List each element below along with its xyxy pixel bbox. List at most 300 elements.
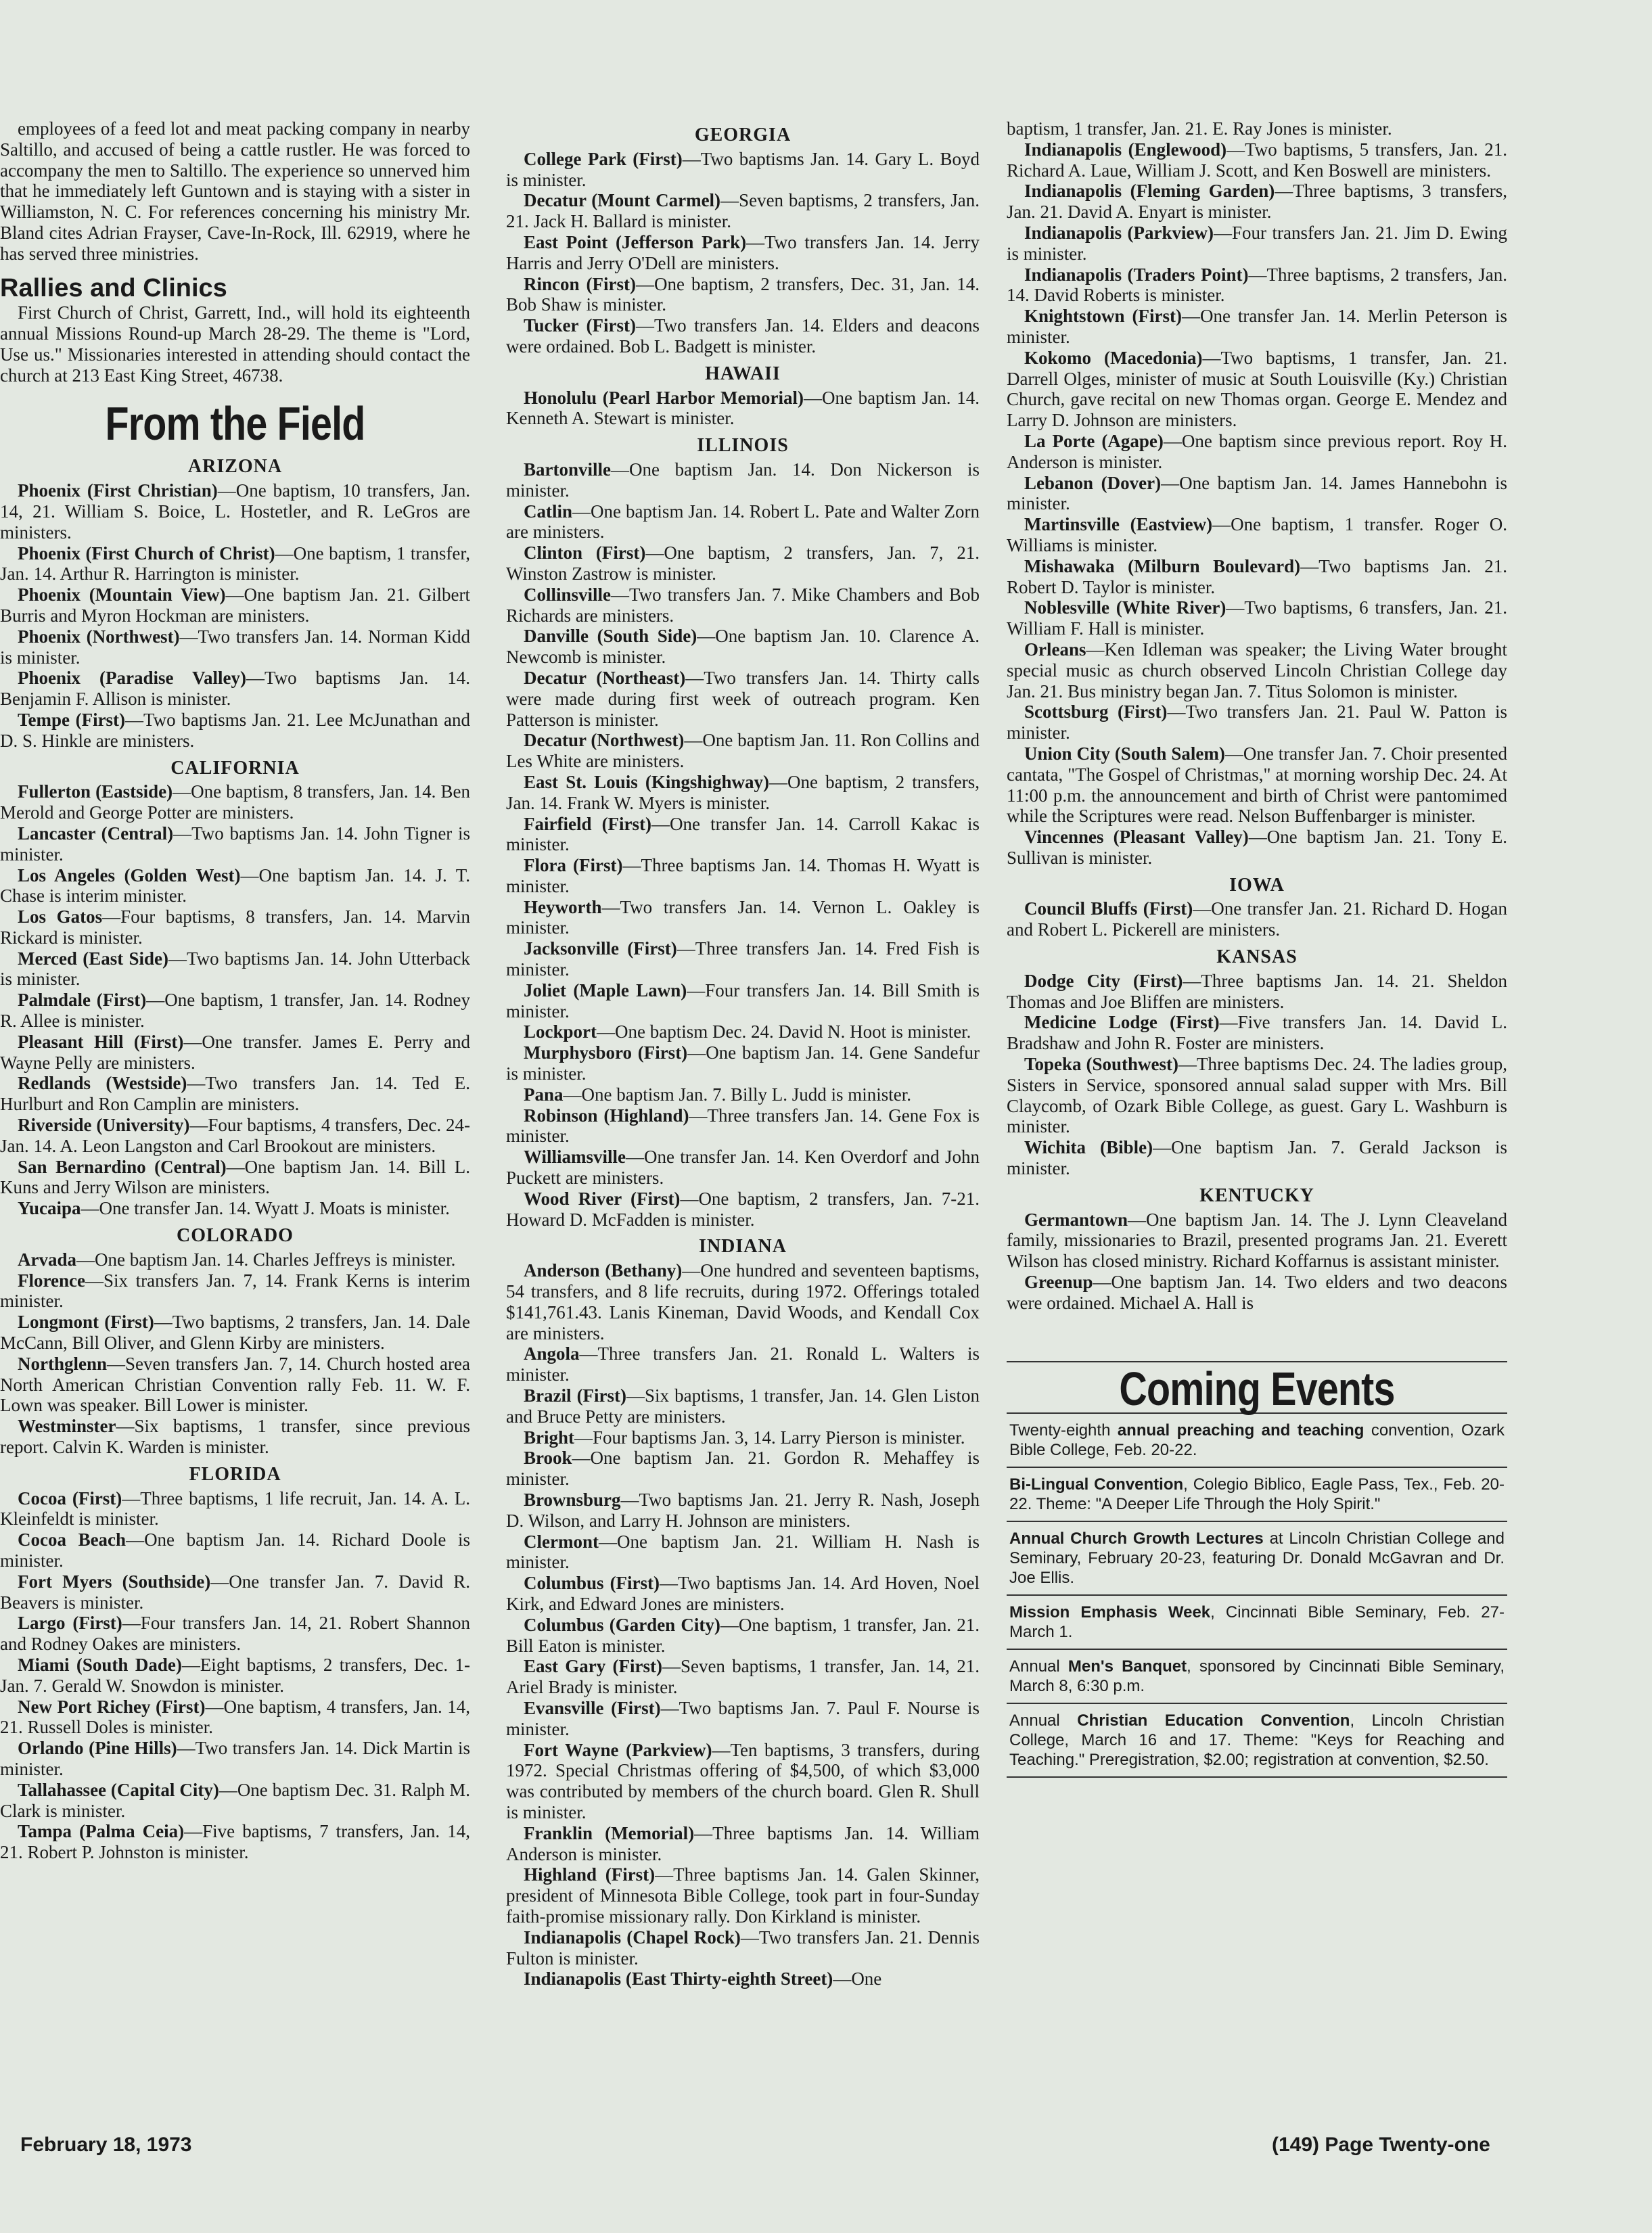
church-name: Indianapolis (Englewood): [1024, 139, 1227, 160]
report-text: —Two transfers Jan. 14. Dick Martin is minister.: [0, 1738, 470, 1779]
church-name: Tampa (Palma Ceia): [18, 1821, 185, 1842]
church-report-entry: [1007, 223, 1507, 264]
report-text: —One baptism Jan. 14. Charles Jeffreys is minister.: [76, 1249, 456, 1270]
state-heading: GEORGIA: [694, 124, 791, 145]
church-name: Phoenix (First Church of Christ): [18, 543, 275, 563]
church-report-entry: [0, 781, 470, 823]
church-name: Phoenix (Mountain View): [18, 584, 226, 605]
event-bold-text: Christian Education Convention: [1077, 1711, 1350, 1730]
event-bold-text: annual preaching and teaching: [1117, 1421, 1364, 1440]
church-name: Robinson (Highland): [524, 1105, 689, 1126]
church-name: Columbus (Garden City): [524, 1614, 720, 1635]
church-name: Knightstown (First): [1024, 306, 1182, 327]
church-name: Highland (First): [524, 1864, 656, 1885]
church-report-entry: [0, 1571, 470, 1613]
church-report-entry: [506, 772, 980, 814]
report-text: —Ten baptisms, 3 transfers, during 1972. Special Christmas offering of $4,500, of which $3,000 was contributed by members of the church board. Glen R. Shull is minister.: [506, 1739, 980, 1822]
church-report-entry: [506, 149, 980, 191]
church-report-entry: [1007, 514, 1507, 556]
church-name: Phoenix (Northwest): [18, 626, 180, 647]
church-name: Lebanon (Dover): [1024, 472, 1162, 493]
church-report-entry: [1007, 898, 1507, 940]
church-report-entry: [506, 388, 980, 430]
report-text: —Two baptisms Jan. 14. Gary L. Boyd is minister.: [506, 148, 980, 190]
report-text: —One baptism Jan. 21. Tony E. Sullivan is minister.: [1007, 827, 1507, 868]
report-text: —One transfer Jan. 7. Choir presented cantata, "The Gospel of Christmas," at morning worship Dec. 24. At 11:00 p.m. the announcement and birth of Christ were pantomimed while the Scriptures were read. Nelson Buffenbarger is minister.: [1007, 743, 1507, 827]
from-the-field-heading: From the Field: [105, 396, 365, 450]
church-name: Fairfield (First): [524, 813, 652, 834]
report-text: —Six transfers Jan. 7, 14. Frank Kerns is interim minister.: [0, 1270, 470, 1312]
church-report-entry: [506, 897, 980, 939]
report-text: —Two baptisms Jan. 21. Lee McJunathan and D. S. Hinkle are ministers.: [0, 709, 471, 751]
church-report-entry: [506, 1864, 980, 1927]
report-text: —Three baptisms Jan. 14. 21. Sheldon Thomas and Joe Bliffen are ministers.: [1007, 970, 1507, 1012]
church-report-entry: [0, 1697, 470, 1739]
report-text: —Two baptisms Jan. 21. Robert D. Taylor is minister.: [1007, 555, 1507, 597]
church-report-entry: [0, 1115, 470, 1157]
church-report-entry: [506, 938, 980, 980]
church-name: Pleasant Hill (First): [18, 1031, 184, 1052]
report-text: —One transfer Jan. 14. Carroll Kakac is minister.: [506, 813, 980, 855]
church-name: Kokomo (Macedonia): [1024, 347, 1203, 368]
church-name: Indianapolis (East Thirty-eighth Street): [524, 1969, 833, 1989]
report-text: —Two baptisms, 6 transfers, Jan. 21. William F. Hall is minister.: [1007, 597, 1507, 639]
church-report-entry: [1007, 639, 1507, 701]
church-report-entry: [0, 1613, 470, 1655]
report-text: —Two transfers Jan. 14. Norman Kidd is minister.: [0, 626, 470, 668]
church-report-entry: [0, 823, 470, 865]
event-post-text: , Colegio Biblico, Eagle Pass, Tex., Feb. 20-22. Theme: "A Deeper Life Through the Holy Spirit.": [1009, 1475, 1505, 1514]
church-report-entry: [1007, 743, 1507, 827]
church-name: Franklin (Memorial): [524, 1822, 695, 1843]
event-pre-text: Annual: [1009, 1657, 1068, 1676]
report-text: —Two transfers Jan. 21. Paul W. Patton is minister.: [1007, 701, 1507, 743]
report-text: —Three transfers Jan. 14. Fred Fish is minister.: [506, 938, 980, 980]
church-name: Los Gatos: [18, 906, 103, 927]
church-report-entry: [506, 1698, 980, 1740]
church-name: Fort Myers (Southside): [18, 1571, 211, 1592]
church-name: La Porte (Agape): [1024, 430, 1164, 451]
church-name: Lancaster (Central): [18, 823, 174, 844]
church-report-entry: [0, 1821, 470, 1863]
church-report-entry: [0, 1354, 470, 1416]
church-name: Clinton (First): [524, 543, 646, 563]
church-report-entry: [0, 543, 470, 585]
state-heading: IOWA: [1229, 874, 1285, 896]
church-name: Danville (South Side): [524, 626, 697, 647]
event-pre-text: Annual: [1009, 1711, 1078, 1730]
report-text: —Four transfers Jan. 21. Jim D. Ewing is minister.: [1007, 222, 1507, 264]
church-report-entry: [506, 1189, 980, 1230]
rallies-paragraph: First Church of Christ, Garrett, Ind., will hold its eighteenth annual Missions Round-up March 28-29. The theme is "Lord, Use us." Missionaries interested in attending should contact the church at 213 East King Street, 46738.: [0, 302, 470, 386]
church-report-entry: [1007, 971, 1507, 1013]
church-report-entry: [1007, 348, 1507, 431]
church-name: San Bernardino (Central): [18, 1156, 227, 1177]
church-name: Joliet (Maple Lawn): [524, 980, 687, 1000]
church-report-entry: [0, 1416, 470, 1458]
church-name: Indianapolis (Traders Point): [1024, 264, 1249, 285]
church-name: Tucker (First): [524, 315, 636, 336]
church-report-entry: [506, 1448, 980, 1490]
church-report-entry: [506, 1021, 980, 1042]
church-name: Anderson (Bethany): [524, 1260, 683, 1281]
event-bold-text: Annual Church Growth Lectures: [1009, 1529, 1264, 1548]
report-text: —One transfer Jan. 21. Richard D. Hogan and Robert L. Pickerell are ministers.: [1007, 898, 1507, 940]
church-name: Mishawaka (Milburn Boulevard): [1024, 555, 1301, 576]
church-name: Brownsburg: [524, 1490, 621, 1510]
report-text: —One baptism Jan. 14. Bill L. Kuns and Jerry Wilson are ministers.: [0, 1156, 470, 1198]
church-report-entry: [506, 1147, 980, 1189]
report-text: —Seven transfers Jan. 7, 14. Church hosted area North American Christian Convention rally Feb. 11. W. F. Lown was speaker. Bill Lower is minister.: [0, 1353, 470, 1416]
report-text: —Three baptisms, 3 transfers, Jan. 21. David A. Enyart is minister.: [1007, 181, 1507, 223]
church-report-entry: [0, 1157, 470, 1199]
church-report-entry: [0, 668, 470, 710]
state-heading: HAWAII: [705, 363, 781, 384]
church-name: Wichita (Bible): [1024, 1137, 1153, 1158]
church-name: Jacksonville (First): [524, 938, 677, 959]
church-report-entry: [1007, 1012, 1507, 1054]
church-report-entry: [1007, 264, 1507, 306]
report-text: —Eight baptisms, 2 transfers, Dec. 1-Jan. 7. Gerald W. Snowdon is minister.: [0, 1654, 470, 1696]
church-name: Greenup: [1024, 1272, 1093, 1293]
church-name: Los Angeles (Golden West): [18, 865, 241, 885]
church-name: Decatur (Northwest): [524, 730, 685, 751]
church-name: Evansville (First): [524, 1697, 661, 1718]
event-post-text: at Lincoln Christian College and Seminary, February 20-23, featuring Dr. Donald McGavran and Dr. Joe Ellis.: [1009, 1529, 1505, 1588]
church-report-entry: [506, 584, 980, 626]
column-1: [0, 118, 470, 1863]
page-number: (149) Page Twenty-one: [1272, 2134, 1490, 2156]
church-report-entry: [1007, 1210, 1507, 1272]
church-name: Largo (First): [18, 1613, 122, 1634]
event-post-text: convention, Ozark Bible College, Feb. 20-22.: [1009, 1421, 1505, 1460]
col3-sections: [1007, 139, 1507, 1314]
report-text: —One: [833, 1969, 882, 1989]
events-list: [1007, 1414, 1507, 1778]
report-text: —One baptism Jan. 14. Don Nickerson is minister.: [506, 459, 980, 501]
report-text: —One baptism Jan. 10. Clarence A. Newcomb is minister.: [506, 626, 980, 668]
church-report-entry: [1007, 473, 1507, 515]
report-text: —Four baptisms, 4 transfers, Dec. 24-Jan. 14. A. Leon Langston and Carl Brookout are ministers.: [0, 1115, 470, 1156]
report-text: —One baptism Jan. 21. Gilbert Burris and Myron Hockman are ministers.: [0, 584, 470, 626]
report-text: —Three transfers Jan. 21. Ronald L. Walters is minister.: [506, 1343, 980, 1385]
report-text: —Two baptisms Jan. 14. John Tigner is minister.: [0, 823, 470, 865]
church-name: Longmont (First): [18, 1312, 154, 1333]
report-text: —One baptism, 1 transfer, Jan. 21. Bill Eaton is minister.: [506, 1614, 980, 1656]
report-text: —One transfer Jan. 14. Ken Overdorf and John Puckett are ministers.: [506, 1147, 980, 1189]
church-name: Lockport: [524, 1021, 597, 1042]
church-report-entry: [506, 274, 980, 316]
church-name: Murphysboro (First): [524, 1042, 688, 1063]
church-name: Heyworth: [524, 896, 602, 917]
church-report-entry: [1007, 1137, 1507, 1179]
report-text: —One baptism, 1 transfer. Roger O. Williams is minister.: [1007, 514, 1507, 555]
report-text: —Two transfers Jan. 14. Thirty calls were made during first week of outreach program. Ken Patterson is minister.: [506, 667, 980, 730]
church-name: Cocoa (First): [18, 1488, 122, 1509]
church-name: Noblesville (White River): [1024, 597, 1226, 618]
report-text: —One baptism Jan. 14. Richard Doole is minister.: [0, 1529, 470, 1571]
church-report-entry: [0, 1738, 470, 1780]
church-name: Yucaipa: [18, 1198, 81, 1219]
coming-events-heading: Coming Events: [1119, 1362, 1395, 1415]
report-text: —One baptism, 2 transfers, Jan. 7-21. Howard D. McFadden is minister.: [506, 1188, 980, 1230]
church-report-entry: [506, 501, 980, 543]
church-report-entry: [0, 626, 470, 668]
church-report-entry: [0, 1312, 470, 1354]
report-text: —One baptism Jan. 14. Two elders and two deacons were ordained. Michael A. Hall is: [1007, 1272, 1507, 1313]
report-text: —Three baptisms Dec. 24. The ladies group, Sisters in Service, sponsored annual salad supper with Mrs. Bill Claycomb, of Ozark Bible College, as guest. Gary L. Washburn is minister.: [1007, 1054, 1507, 1137]
church-report-entry: [506, 1385, 980, 1427]
church-report-entry: [506, 855, 980, 897]
church-name: College Park (First): [524, 148, 683, 169]
report-text: —Three transfers Jan. 14. Gene Fox is minister.: [506, 1105, 980, 1147]
report-text: —Two baptisms Jan. 7. Paul F. Nourse is minister.: [506, 1697, 980, 1739]
church-name: Union City (South Salem): [1024, 743, 1225, 764]
church-report-entry: [506, 1615, 980, 1657]
church-name: East St. Louis (Kingshighway): [524, 771, 769, 792]
church-name: Collinsville: [524, 584, 612, 605]
event-post-text: , sponsored by Cincinnati Bible Seminary, March 8, 6:30 p.m.: [1009, 1657, 1505, 1696]
church-report-entry: [506, 315, 980, 357]
state-heading: ARIZONA: [187, 456, 283, 478]
church-name: Wood River (First): [524, 1188, 681, 1209]
report-text: —One transfer Jan. 7. David R. Beavers is minister.: [0, 1571, 470, 1613]
report-text: —Three baptisms Jan. 14. Galen Skinner, president of Minnesota Bible College, took part in four-Sunday faith-promise missionary rally. Don Kirkland is minister.: [506, 1864, 980, 1927]
church-name: Fort Wayne (Parkview): [524, 1739, 712, 1760]
report-text: —One baptism Jan. 21. William H. Nash is minister.: [506, 1531, 980, 1573]
church-report-entry: [1007, 431, 1507, 473]
church-report-entry: [506, 1490, 980, 1532]
church-report-entry: [0, 1073, 470, 1115]
church-report-entry: [506, 190, 980, 232]
event-item: [1007, 1414, 1507, 1468]
report-text: —Seven baptisms, 1 transfer, Jan. 14, 21. Ariel Brady is minister.: [506, 1656, 980, 1698]
church-report-entry: [506, 1927, 980, 1969]
report-text: —Two transfers Jan. 14. Vernon L. Oakley is minister.: [506, 896, 980, 938]
report-text: —One baptism, 8 transfers, Jan. 14. Ben Merold and George Potter are ministers.: [0, 781, 470, 823]
report-text: —Ken Idleman was speaker; the Living Water brought special music as church observed Lincoln Christian College day Jan. 21. Bus ministry began Jan. 7. Titus Solomon is minister.: [1007, 639, 1507, 701]
church-report-entry: [0, 710, 470, 752]
report-text: —Four baptisms, 8 transfers, Jan. 14. Marvin Rickard is minister.: [0, 906, 470, 948]
report-text: —Four transfers Jan. 14. Bill Smith is minister.: [506, 980, 980, 1021]
state-heading: KANSAS: [1216, 946, 1298, 968]
church-report-entry: [506, 1656, 980, 1698]
report-text: —One baptism, 1 transfer, Jan. 14. Arthur R. Harrington is minister.: [0, 543, 470, 584]
church-name: Catlin: [524, 501, 573, 522]
event-post-text: , Cincinnati Bible Seminary, Feb. 27-March 1.: [1009, 1603, 1505, 1642]
church-name: Fullerton (Eastside): [18, 781, 173, 802]
report-text: —One baptism Dec. 31. Ralph M. Clark is minister.: [0, 1779, 470, 1821]
church-report-entry: [0, 1270, 470, 1312]
church-name: East Gary (First): [524, 1656, 662, 1677]
church-report-entry: [0, 1032, 470, 1074]
church-name: Brazil (First): [524, 1385, 627, 1406]
intro-paragraph: employees of a feed lot and meat packing company in nearby Saltillo, and accused of being a cattle rustler. He was forced to accompany the men to Saltillo. The experience so unnerved him that he immediately left Guntown and is staying with a sister in Williamston, N. C. For references concerning his ministry Mr. Bland cites Adrian Frayser, Cave-In-Rock, Ill. 62919, where he has served three ministries.: [0, 118, 470, 264]
report-text: —Two transfers Jan. 7. Mike Chambers and Bob Richards are ministers.: [506, 584, 980, 626]
state-heading: INDIANA: [699, 1236, 787, 1258]
church-name: Merced (East Side): [18, 948, 169, 969]
column-2: [506, 118, 980, 1989]
church-name: Decatur (Northeast): [524, 667, 686, 688]
state-heading: ILLINOIS: [697, 435, 789, 457]
state-heading: KENTUCKY: [1199, 1184, 1314, 1206]
church-name: Angola: [524, 1343, 580, 1364]
report-text: —One transfer Jan. 14. Merlin Peterson is minister.: [1007, 306, 1508, 347]
church-name: Bright: [524, 1427, 575, 1448]
report-text: —Seven baptisms, 2 transfers, Jan. 21. Jack H. Ballard is minister.: [506, 190, 980, 232]
church-report-entry: [506, 1343, 980, 1385]
church-report-entry: [506, 1105, 980, 1147]
church-report-entry: [0, 1249, 470, 1270]
report-text: —Six baptisms, 1 transfer, since previous report. Calvin K. Warden is minister.: [0, 1416, 470, 1458]
church-name: Pana: [524, 1084, 564, 1105]
report-text: —One baptism Jan. 14. Kenneth A. Stewart is minister.: [506, 387, 980, 429]
report-text: —Two transfers Jan. 14. Jerry Harris and Jerry O'Dell are ministers.: [506, 231, 980, 273]
report-text: —One baptism, 1 transfer, Jan. 14. Rodney R. Allee is minister.: [0, 990, 470, 1032]
report-text: —Five transfers Jan. 14. David L. Bradshaw and John R. Foster are ministers.: [1007, 1012, 1507, 1054]
church-report-entry: [506, 1740, 980, 1823]
church-report-entry: [506, 730, 980, 772]
church-name: Cocoa Beach: [18, 1529, 127, 1550]
report-text: —Two baptisms Jan. 14. John Utterback is minister.: [0, 948, 470, 990]
church-report-entry: [0, 1198, 470, 1219]
church-name: Phoenix (Paradise Valley): [18, 668, 246, 689]
church-name: Indianapolis (Fleming Garden): [1024, 181, 1275, 202]
column-3: [1007, 118, 1507, 1778]
state-heading: CALIFORNIA: [170, 757, 300, 779]
church-name: Tallahassee (Capital City): [18, 1779, 219, 1800]
event-item: [1007, 1704, 1507, 1778]
report-text: —Two transfers Jan. 14. Elders and deacons were ordained. Bob L. Badgett is minister.: [506, 315, 980, 356]
church-report-entry: [1007, 181, 1507, 223]
report-text: —One baptism Jan. 14. The J. Lynn Cleaveland family, missionaries to Brazil, presented programs Jan. 21. Everett Wilson has closed ministry. Richard Koffarnus is assistant minister.: [1007, 1209, 1507, 1272]
church-report-entry: [506, 1823, 980, 1865]
report-text: —One baptism since previous report. Roy H. Anderson is minister.: [1007, 430, 1507, 472]
event-item: [1007, 1522, 1507, 1596]
report-text: —Six baptisms, 1 transfer, Jan. 14. Glen Liston and Bruce Petty are ministers.: [506, 1385, 980, 1427]
church-report-entry: [506, 232, 980, 274]
report-text: —One baptism Jan. 11. Ron Collins and Les White are ministers.: [506, 730, 980, 772]
report-text: —One baptism, 10 transfers, Jan. 14, 21. William S. Boice, L. Hostetler, and R. LeGros are ministers.: [0, 480, 470, 543]
event-item: [1007, 1468, 1507, 1522]
church-report-entry: [506, 1260, 980, 1343]
report-text: —Three baptisms Jan. 14. William Anderson is minister.: [506, 1822, 980, 1864]
church-report-entry: [1007, 1054, 1507, 1137]
report-text: —Four baptisms Jan. 3, 14. Larry Pierson is minister.: [574, 1427, 965, 1448]
church-name: Germantown: [1024, 1209, 1128, 1230]
church-report-entry: [0, 1529, 470, 1571]
church-report-entry: [0, 584, 470, 626]
report-text: —One baptism, 2 transfers, Jan. 7, 21. Winston Zastrow is minister.: [506, 543, 980, 584]
report-text: —One transfer Jan. 14. Wyatt J. Moats is minister.: [81, 1198, 450, 1219]
report-text: —Two baptisms, 2 transfers, Jan. 14. Dale McCann, Bill Oliver, and Glenn Kirby are ministers.: [0, 1312, 471, 1354]
report-text: —Two baptisms Jan. 14. Benjamin F. Allison is minister.: [0, 668, 471, 710]
church-name: Columbus (First): [524, 1573, 660, 1594]
state-heading: FLORIDA: [189, 1463, 281, 1485]
report-text: —One baptism Jan. 7. Billy L. Judd is minister.: [563, 1084, 912, 1105]
church-name: Martinsville (Eastview): [1024, 514, 1213, 535]
report-text: —One baptism Jan. 14. Gene Sandefur is minister.: [506, 1042, 980, 1084]
church-name: Palmdale (First): [18, 990, 147, 1011]
rallies-heading: Rallies and Clinics: [0, 273, 227, 302]
event-bold-text: Bi-Lingual Convention: [1009, 1475, 1184, 1494]
report-text: —One hundred and seventeen baptisms, 54 transfers, and 8 life recruits, during 1972. Offerings totaled $141,761.43. Lanis Kineman, David Woods, and Kendall Cox are ministers.: [506, 1260, 980, 1343]
church-report-entry: [1007, 306, 1507, 348]
church-name: Decatur (Mount Carmel): [524, 190, 721, 211]
event-bold-text: Men's Banquet: [1068, 1657, 1187, 1676]
church-name: Topeka (Southwest): [1024, 1054, 1179, 1075]
report-text: —One baptism Jan. 14. James Hannebohn is minister.: [1007, 472, 1507, 514]
church-report-entry: [506, 543, 980, 584]
church-name: Rincon (First): [524, 273, 636, 294]
church-report-entry: [0, 865, 470, 907]
event-pre-text: Twenty-eighth: [1009, 1421, 1118, 1440]
church-report-entry: [1007, 597, 1507, 639]
report-text: —Four transfers Jan. 14, 21. Robert Shannon and Rodney Oakes are ministers.: [0, 1613, 470, 1655]
church-name: Phoenix (First Christian): [18, 480, 218, 501]
church-name: Redlands (Westside): [18, 1073, 187, 1094]
church-name: Vincennes (Pleasant Valley): [1024, 827, 1249, 848]
church-report-entry: [0, 990, 470, 1032]
issue-date: February 18, 1973: [20, 2134, 192, 2156]
report-text: —One baptism Jan. 7. Gerald Jackson is minister.: [1007, 1137, 1507, 1179]
church-name: Williamsville: [524, 1147, 626, 1168]
church-name: Bartonville: [524, 459, 611, 480]
church-name: Council Bluffs (First): [1024, 898, 1193, 919]
church-name: Riverside (University): [18, 1115, 190, 1136]
col1-sections: [0, 457, 470, 1863]
church-name: Arvada: [18, 1249, 76, 1270]
report-text: —One baptism, 4 transfers, Jan. 14, 21. Russell Doles is minister.: [0, 1696, 470, 1738]
report-text: —Two baptisms, 1 transfer, Jan. 21. Darrell Olges, minister of music at South Louisville (Ky.) Christian Church, gave recital on new Thomas organ. George E. Mendez and Larry D. Johnson are ministers.: [1007, 347, 1507, 431]
church-report-entry: [506, 626, 980, 668]
church-name: Miami (South Dade): [18, 1654, 182, 1675]
report-text: —One baptism, 2 transfers, Jan. 14. Frank W. Myers is minister.: [506, 771, 980, 813]
church-name: Clermont: [524, 1531, 599, 1552]
church-name: East Point (Jefferson Park): [524, 231, 747, 252]
church-report-entry: [0, 480, 470, 543]
church-report-entry: [0, 906, 470, 948]
report-text: —One baptism Jan. 14. J. T. Chase is interim minister.: [0, 865, 470, 906]
church-name: Scottsburg (First): [1024, 701, 1168, 722]
church-name: Northglenn: [18, 1353, 108, 1374]
church-report-entry: [0, 1488, 470, 1530]
church-report-entry: [1007, 139, 1507, 181]
church-report-entry: [0, 948, 470, 990]
church-name: Brook: [524, 1448, 572, 1469]
report-text: —One baptism, 2 transfers, Dec. 31, Jan. 14. Bob Shaw is minister.: [506, 273, 980, 315]
church-report-entry: [506, 814, 980, 856]
event-post-text: , Lincoln Christian College, March 16 and 17. Theme: "Keys for Reaching and Teaching." Preregistration, $2.00; registration at convention, $2.50.: [1009, 1711, 1505, 1770]
continued-entry: baptism, 1 transfer, Jan. 21. E. Ray Jones is minister.: [1007, 118, 1392, 139]
church-report-entry: [1007, 827, 1507, 869]
church-name: Orleans: [1024, 639, 1086, 660]
report-text: —Two baptisms Jan. 21. Jerry R. Nash, Joseph D. Wilson, and Larry H. Johnson are ministers.: [506, 1490, 980, 1531]
report-text: —Three baptisms, 2 transfers, Jan. 14. David Roberts is minister.: [1007, 264, 1507, 306]
report-text: —Two transfers Jan. 14. Ted E. Hurlburt and Ron Camplin are ministers.: [0, 1073, 470, 1115]
report-text: —Three baptisms, 1 life recruit, Jan. 14. A. L. Kleinfeldt is minister.: [0, 1488, 470, 1529]
church-report-entry: [1007, 701, 1507, 743]
church-report-entry: [506, 1427, 980, 1448]
church-report-entry: [1007, 556, 1507, 598]
church-name: Indianapolis (Parkview): [1024, 222, 1214, 243]
church-report-entry: [506, 1969, 980, 1989]
church-report-entry: [506, 1532, 980, 1573]
church-report-entry: [0, 1780, 470, 1822]
report-text: —One transfer. James E. Perry and Wayne Pelly are ministers.: [0, 1031, 470, 1073]
church-name: New Port Richey (First): [18, 1696, 206, 1717]
col2-sections: [506, 125, 980, 1989]
